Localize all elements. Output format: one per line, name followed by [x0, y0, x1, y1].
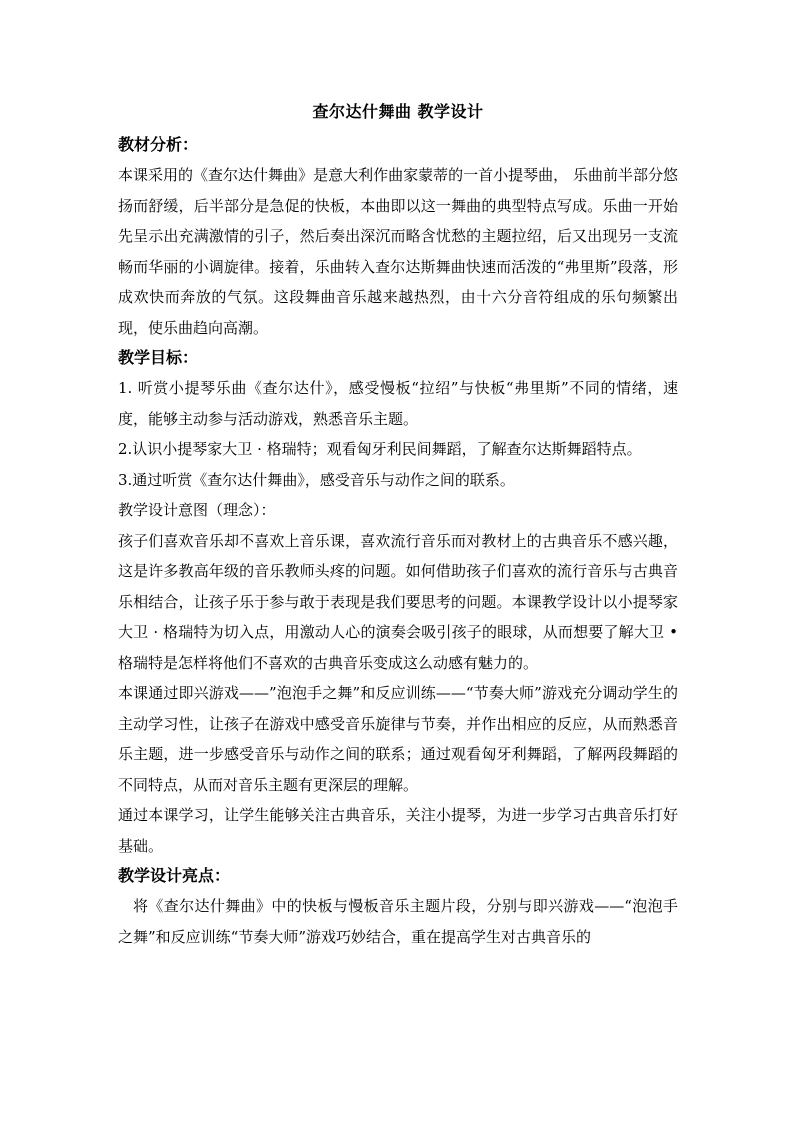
paragraph-design-intent-1: 孩子们喜欢音乐却不喜欢上音乐课，喜欢流行音乐而对教材上的古典音乐不感兴趣，这是许多教高年级的音乐教师头疼的问题。如何借助孩子们喜欢的流行音乐与古典音乐相结合，让孩子乐于参与敢于表现是我们要思考的问题。本课教学设计以小提琴家大卫 · 格瑞特为切入点，用激动人心的演奏会吸引孩子的眼球，从而想要了解大卫 • 格瑞特是怎样将他们不喜欢的古典音乐变成这么动感有魅力的。 — [118, 531, 678, 672]
paragraph-design-intent-3: 通过本课学习，让学生能够关注古典音乐，关注小提琴，为进一步学习古典音乐打好基础。 — [118, 806, 678, 855]
paragraph-highlights: 将《查尔达什舞曲》中的快板与慢板音乐主题片段，分别与即兴游戏——“泡泡手之舞”和反应训练“节奏大师”游戏巧妙结合，重在提高学生对古典音乐的 — [118, 897, 678, 946]
document-title: 查尔达什舞曲 教学设计 — [312, 102, 484, 121]
paragraph-material-analysis: 本课采用的《查尔达什舞曲》是意大利作曲家蒙蒂的一首小提琴曲， 乐曲前半部分悠扬而舒缓，后半部分是急促的快板，本曲即以这一舞曲的典型特点写成。乐曲一开始先呈示出充满激情的引子，然后奏出深沉而略含忧愁的主题拉绍，后又出现另一支流畅而华丽的小调旋律。接着，乐曲转入查尔达斯舞曲快速而活泼的“弗里斯”段落，形成欢快而奔放的气氛。这段舞曲音乐越来越热烈，由十六分音符组成的乐句频繁出现，使乐曲趋向高潮。 — [118, 166, 678, 337]
paragraph-goal-2: 2.认识小提琴家大卫 · 格瑞特；观看匈牙利民间舞蹈，了解查尔达斯舞蹈特点。 — [118, 440, 642, 458]
document-body — [118, 98, 678, 952]
section-heading-highlights: 教学设计亮点： — [118, 866, 231, 885]
section-heading-design-intent: 教学设计意图（理念）： — [118, 501, 276, 519]
paragraph-goal-1: 1. 听赏小提琴乐曲《查尔达什》，感受慢板“拉绍”与快板“弗里斯”不同的情绪，速度，能够主动参与活动游戏，熟悉音乐主题。 — [118, 379, 678, 428]
section-heading-material-analysis: 教材分析： — [118, 135, 199, 154]
section-heading-teaching-goals: 教学目标： — [118, 348, 199, 367]
paragraph-goal-3: 3.通过听赏《查尔达什舞曲》，感受音乐与动作之间的联系。 — [118, 470, 515, 489]
paragraph-design-intent-2: 本课通过即兴游戏——”泡泡手之舞”和反应训练——“节奏大师”游戏充分调动学生的主动学习性，让孩子在游戏中感受音乐旋律与节奏，并作出相应的反应，从而熟悉音乐主题，进一步感受音乐与动作之间的联系；通过观看匈牙利舞蹈，了解两段舞蹈的不同特点，从而对音乐主题有更深层的理解。 — [118, 684, 678, 794]
